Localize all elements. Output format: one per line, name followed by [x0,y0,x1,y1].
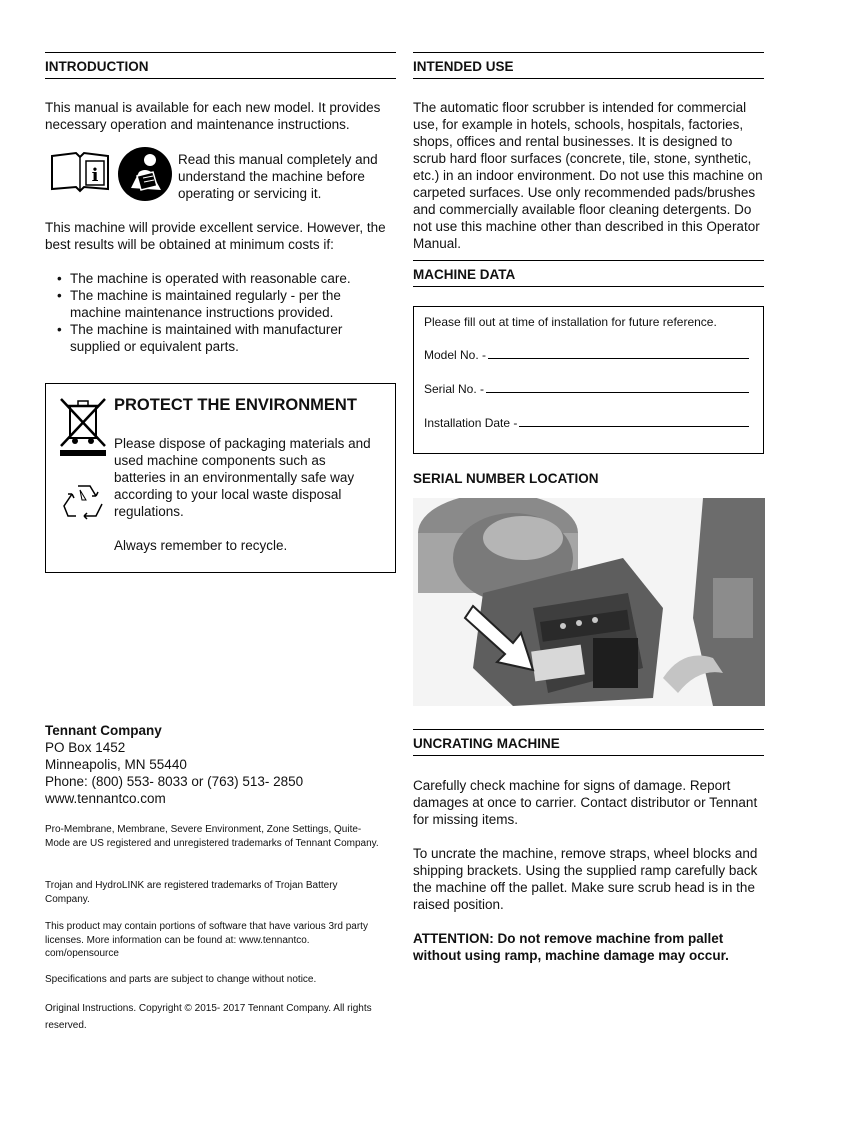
intro-heading: INTRODUCTION [45,52,396,79]
serial-location-heading: SERIAL NUMBER LOCATION [413,471,599,486]
svg-text:i: i [91,165,99,186]
intro-bullet-list [45,270,380,355]
installation-date-label: Installation Date - [424,416,518,430]
list-item: • The machine is maintained regularly - per the machine maintenance instructions provided. [45,287,380,321]
company-city: Minneapolis, MN 55440 [45,757,187,772]
company-phone: Phone: (800) 553- 8033 or (763) 513- 2850 [45,774,304,789]
recycle-reminder: Always remember to recycle. [114,538,288,553]
uncrating-heading: UNCRATING MACHINE [413,729,764,756]
crossed-bin-icon [58,396,108,456]
intended-use-heading: INTENDED USE [413,52,764,79]
model-number-field[interactable] [424,345,749,362]
read-manual-note: Read this manual completely and understand the machine before operating or servicing it. [178,152,378,201]
trademark-note-1: Pro-Membrane, Membrane, Severe Environment, Zone Settings, Quite-Mode are US registered and unregistered trademarks of Tennant Company. [45,824,379,849]
intro-paragraph: This manual is available for each new model. It provides necessary operation and maintenance instructions. [45,100,381,132]
uncrating-attention: ATTENTION: Do not remove machine from pallet without using ramp, machine damage may occur. [413,931,729,963]
list-item: • The machine is maintained with manufacturer supplied or equivalent parts. [45,321,380,355]
recycle-icon [62,482,106,524]
environment-body: Please dispose of packaging materials and used machine components such as batteries in an environmentally safe way according to your local waste disposal regulations. [114,436,371,519]
company-name: Tennant Company [45,723,162,738]
intro-paragraph-2: This machine will provide excellent service. However, the best results will be obtained at minimum costs if: [45,220,386,252]
uncrating-paragraph-1: Carefully check machine for signs of damage. Report damages at once to carrier. Contact distributor or Tennant for missing items. [413,778,758,827]
read-manual-icon [117,146,173,202]
intended-use-body: The automatic floor scrubber is intended for commercial use, for example in hotels, schools, hospitals, factories, shops, offices and rental businesses. It is designed to scrub hard floor surfaces (concrete, tile, stone, synthetic, etc.) in an indoor environment. Do not use this machine on carpeted surfaces. Use only recommended pads/brushes and commercially available floor cleaning detergents. Do not use this machine other than described in this Operator Manual. [413,100,763,251]
serial-number-label: Serial No. - [424,382,485,396]
copyright-note: Original Instructions. Copyright © 2015- 2017 Tennant Company. All rights reserved. [45,1003,372,1031]
company-po-box: PO Box 1452 [45,740,126,755]
uncrating-paragraph-2: To uncrate the machine, remove straps, wheel blocks and shipping brackets. Using the supplied ramp carefully back the machine off the pallet. Make sure scrub head is in the raised position. [413,846,758,912]
machine-data-heading: MACHINE DATA [413,260,764,287]
software-license-note: This product may contain portions of software that have various 3rd party licenses. More information can be found at: www.tennantco. com/opensource [45,921,368,959]
company-info [45,722,400,807]
trademark-note-2: Trojan and HydroLINK are registered trademarks of Trojan Battery Company. [45,880,338,905]
list-item: • The machine is operated with reasonable care. [45,270,380,287]
serial-number-location-photo [413,498,765,706]
machine-data-note: Please fill out at time of installation for future reference. [424,315,717,329]
installation-date-field[interactable] [424,413,749,430]
environment-title: PROTECT THE ENVIRONMENT [114,396,357,414]
environment-box [45,383,396,573]
machine-data-form [413,306,764,454]
specifications-note: Specifications and parts are subject to change without notice. [45,974,317,985]
serial-number-field[interactable] [424,379,749,396]
manual-book-icon [50,151,110,193]
model-number-label: Model No. - [424,348,487,362]
company-website: www.tennantco.com [45,791,166,806]
